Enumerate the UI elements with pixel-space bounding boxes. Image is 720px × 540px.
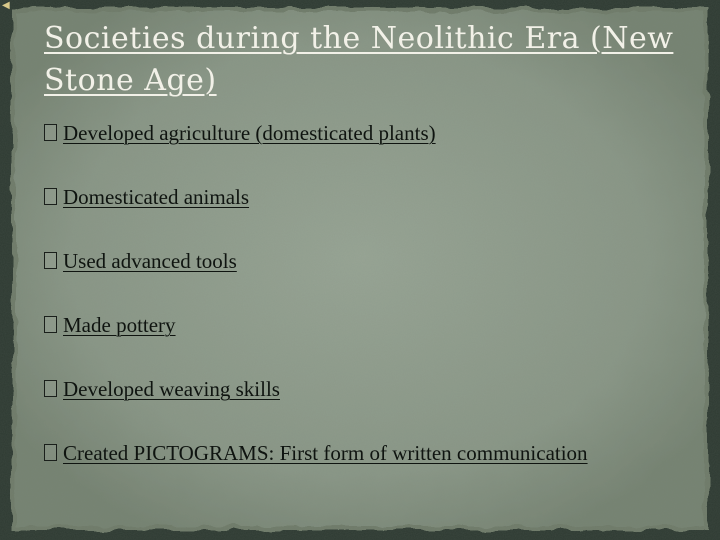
checkbox-bullet-icon (44, 124, 57, 141)
checkbox-bullet-icon (44, 316, 57, 333)
bullet-text: Created PICTOGRAMS: First form of written communication (63, 441, 588, 465)
bullet-item (44, 120, 644, 146)
bullet-text: Developed weaving skills (63, 377, 280, 401)
checkbox-bullet-icon (44, 252, 57, 269)
bullet-list (44, 120, 644, 466)
bullet-item (44, 376, 644, 402)
bullet-text: Made pottery (63, 313, 176, 337)
checkbox-bullet-icon (44, 380, 57, 397)
bullet-item (44, 184, 644, 210)
bullet-item (44, 312, 644, 338)
slide-title: Societies during the Neolithic Era (New Stone Age) (44, 21, 674, 98)
bullet-text: Domesticated animals (63, 185, 250, 209)
bullet-item (44, 440, 644, 466)
checkbox-bullet-icon (44, 188, 57, 205)
speaker-icon[interactable]: ◀ (2, 0, 10, 11)
bullet-text: Developed agriculture (domesticated plants) (63, 121, 436, 145)
bullet-text: Used advanced tools (63, 249, 237, 273)
checkbox-bullet-icon (44, 444, 57, 461)
bullet-item (44, 248, 644, 274)
